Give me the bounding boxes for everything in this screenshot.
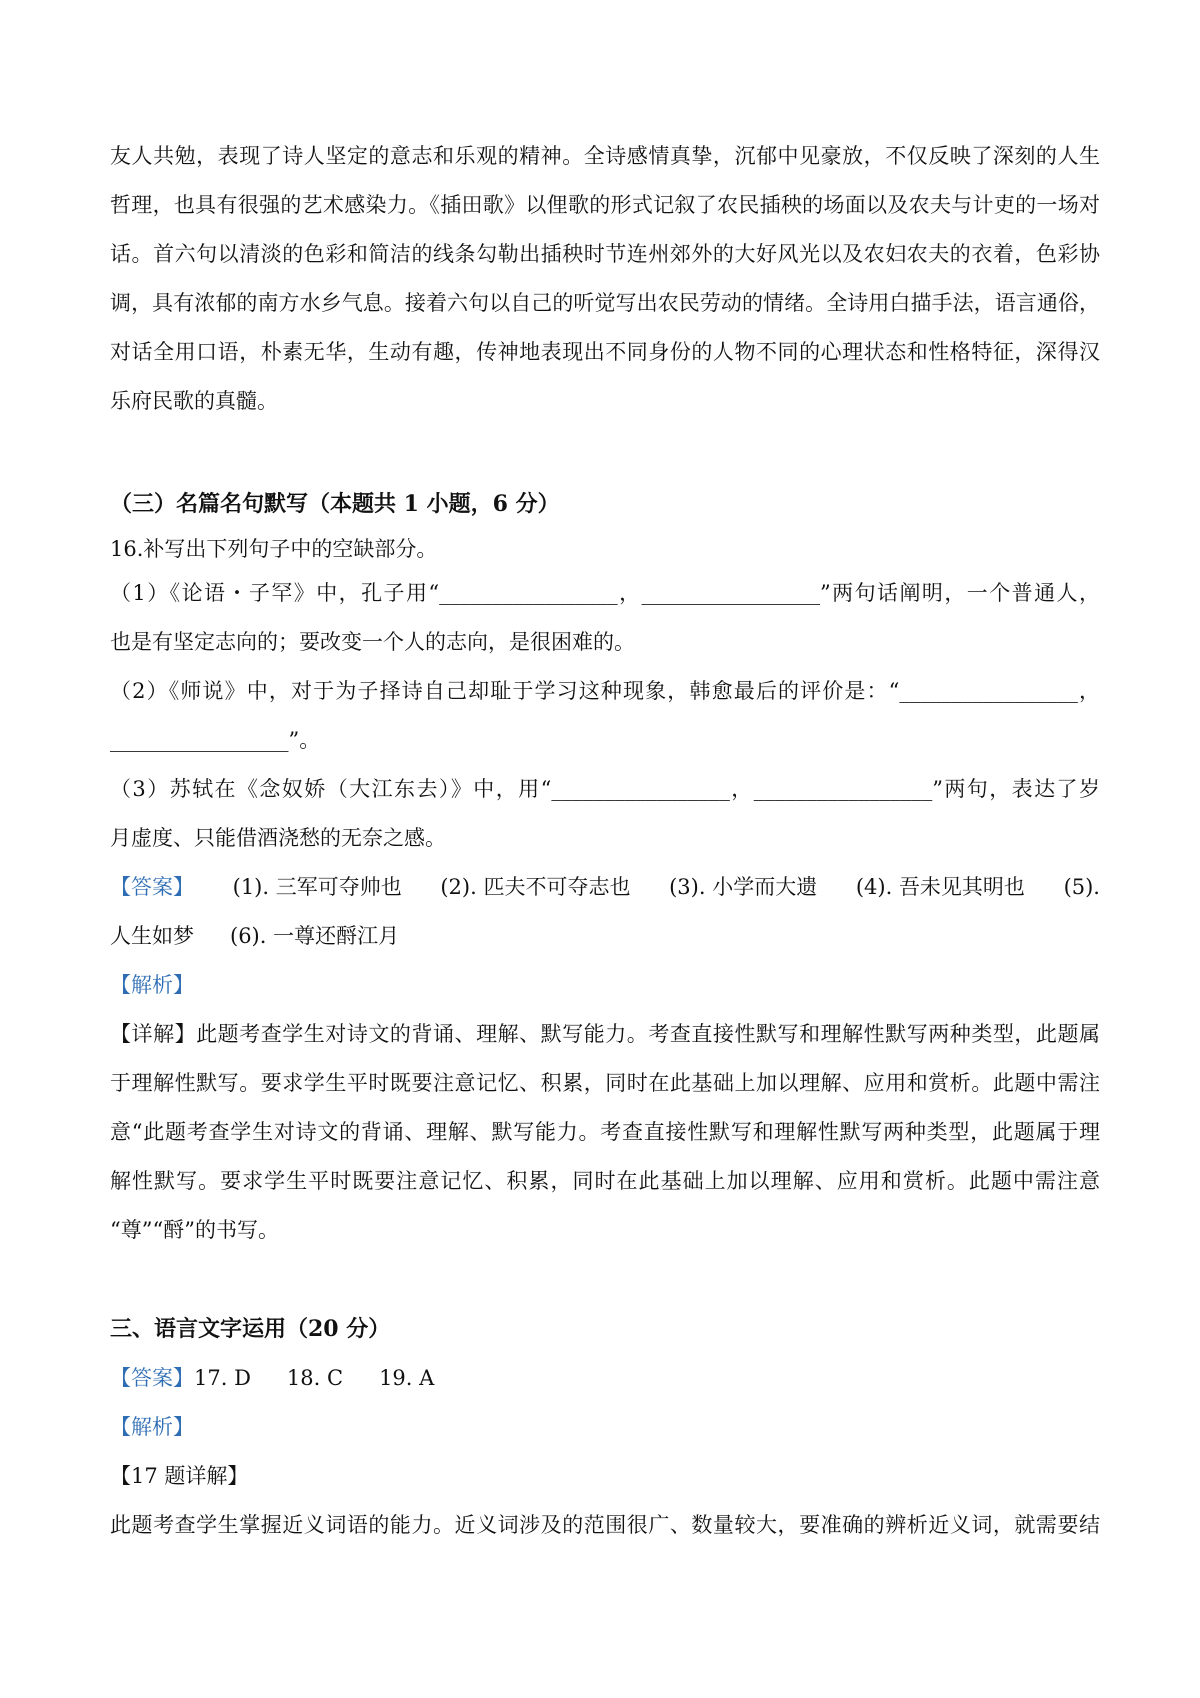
- analysis-label: 【解析】: [110, 1415, 194, 1439]
- answer-item: (2). 匹夫不可夺志也: [440, 875, 631, 899]
- question-title: 16.补写出下列句子中的空缺部分。: [110, 537, 438, 561]
- answer-item: 18. C: [286, 1366, 344, 1390]
- answer-item: (1). 三军可夺帅也: [232, 875, 402, 899]
- question-line: （1）《论语・子罕》中，孔子用“_________________，_________________”两句话阐明，一个普通人，: [110, 581, 1100, 605]
- paragraph-line: 乐府民歌的真髓。: [110, 389, 278, 413]
- sub-heading: 【17 题详解】: [110, 1464, 249, 1488]
- answer-label: 【答案】: [110, 1366, 194, 1390]
- paragraph-line: 调，具有浓郁的南方水乡气息。接着六句以自己的听觉写出农民劳动的情绪。全诗用白描手法，语言通俗，: [110, 291, 1100, 315]
- question-line: （3）苏轼在《念奴娇（大江东去）》中，用“_________________，_________________”两句，表达了岁: [110, 777, 1100, 801]
- answer-item: 人生如梦: [110, 924, 194, 948]
- paragraph-line: 哲理，也具有很强的艺术感染力。《插田歌》以俚歌的形式记叙了农民插秧的场面以及农夫与计吏的一场对: [110, 193, 1100, 217]
- section-famous-sentences: [110, 480, 1100, 1255]
- question-line: 也是有坚定志向的；要改变一个人的志向，是很困难的。: [110, 630, 635, 654]
- detail-line: 意“此题考查学生对诗文的背诵、理解、默写能力。考查直接性默写和理解性默写两种类型，此题属于理: [110, 1120, 1100, 1144]
- question-line: _________________”。: [110, 728, 321, 752]
- analysis-label: 【解析】: [110, 973, 194, 997]
- detail-line: 解性默写。要求学生平时既要注意记忆、积累，同时在此基础上加以理解、应用和赏析。此题中需注意: [110, 1169, 1100, 1193]
- section-heading: 三、语言文字运用（20 分）: [110, 1316, 391, 1342]
- paragraph-line: 话。首六句以清淡的色彩和简洁的线条勾勒出插秧时节连州郊外的大好风光以及农妇农夫的衣着，色彩协: [110, 242, 1100, 266]
- answer-label: 【答案】: [110, 875, 194, 899]
- answer-item: (6). 一尊还酹江月: [230, 924, 400, 948]
- detail-line: 于理解性默写。要求学生平时既要注意记忆、积累，同时在此基础上加以理解、应用和赏析。此题中需注: [110, 1071, 1100, 1095]
- answer-item: 19. A: [379, 1366, 435, 1390]
- answer-line: [110, 863, 1100, 912]
- question-line: （2）《师说》中，对于为子择诗自己却耻于学习这种现象，韩愈最后的评价是：“_________________，: [110, 679, 1100, 703]
- answer-line: [110, 1354, 1100, 1403]
- answer-line: [110, 912, 1100, 961]
- paragraph-line: 友人共勉，表现了诗人坚定的意志和乐观的精神。全诗感情真挚，沉郁中见豪放，不仅反映了深刻的人生: [110, 144, 1100, 168]
- answer-item: 17. D: [194, 1366, 251, 1390]
- answer-item: (5).: [1063, 875, 1100, 899]
- section-heading: （三）名篇名句默写（本题共 1 小题，6 分）: [110, 491, 560, 517]
- question-line: 月虚度、只能借酒浇愁的无奈之感。: [110, 826, 446, 850]
- detail-line: “尊”“酹”的书写。: [110, 1218, 279, 1242]
- detail-line: 此题考查学生掌握近义词语的能力。近义词涉及的范围很广、数量较大，要准确的辨析近义词，就需要结: [110, 1513, 1100, 1537]
- answer-item: (3). 小学而大遗: [669, 875, 818, 899]
- detail-line: 【详解】此题考查学生对诗文的背诵、理解、默写能力。考查直接性默写和理解性默写两种类型，此题属: [110, 1022, 1100, 1046]
- analysis-paragraph: [110, 132, 1100, 426]
- paragraph-line: 对话全用口语，朴素无华，生动有趣，传神地表现出不同身份的人物不同的心理状态和性格特征，深得汉: [110, 340, 1100, 364]
- answer-item: (4). 吾未见其明也: [855, 875, 1025, 899]
- section-language-use: [110, 1305, 1100, 1550]
